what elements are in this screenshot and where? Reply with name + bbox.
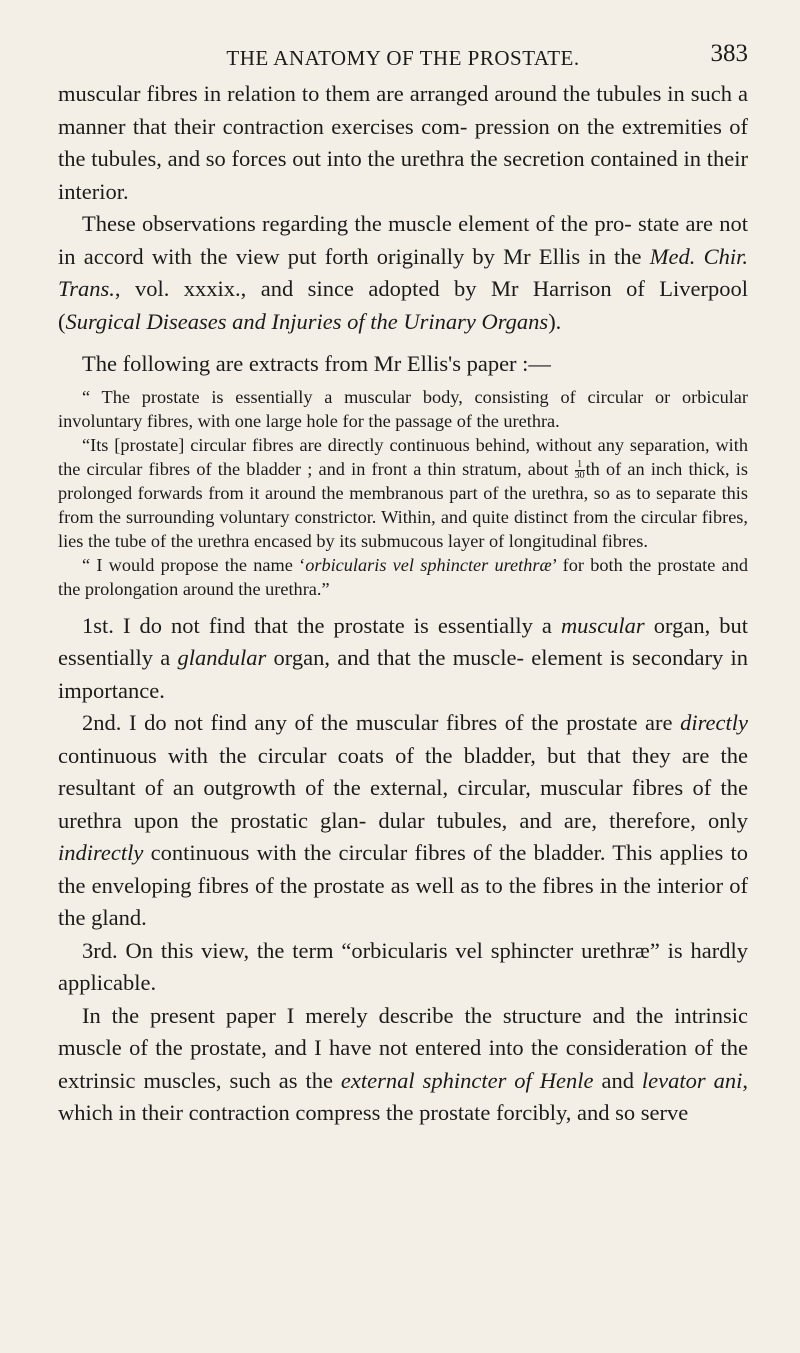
- paragraph-first-point: 1st. I do not find that the prostate is essentially a muscular organ, but essentially a glandular organ, and that the muscle- element is secondary in importance.: [58, 612, 749, 703]
- paragraph-present-paper: In the present paper I merely describe the structure and the intrinsic muscle of the prostate, and I have not entered into the consideration of the extrinsic muscles, such as the external sphincter of Henle and levator ani, which in their contraction compress the prostate forcibly, and so serve: [58, 1002, 748, 1126]
- running-title: THE ANATOMY OF THE PROSTATE.: [226, 46, 580, 70]
- paragraph-third-point: 3rd. On this view, the term “orbicularis vel sphincter urethræ” is hardly applicable.: [58, 937, 748, 996]
- paragraph-observations: These observations regarding the muscle element of the pro- state are not in accord with the view put forth originally by Mr Ellis in the Med. Chir. Trans., vol. xxxix., and since adopted by Mr Harrison of Liverpool (Surgical Diseases and Injuries of the Urinary Organs).: [58, 211, 748, 334]
- quote-paragraph-1: “ The prostate is essentially a muscular body, consisting of circular or orbicular involuntary fibres, with one large hole for the passage of the urethra.: [58, 386, 748, 431]
- quote-paragraph-2: “Its [prostate] circular fibres are directly continuous behind, without any separation, with the circular fibres of the bladder ; and in front a thin stratum, about $\frac{1}{30}$ th of an inch thick, is prolonged forwards from it around the membranous part of the urethra, so as to separate this from the surrounding voluntary constrictor. Within, and quite distinct from the circular fibres, lies the tube of the urethra encased by its submucous layer of longitudinal fibres.: [58, 434, 748, 552]
- journal-title: Med. Chir. Trans.: [58, 243, 748, 301]
- paragraph-extracts-intro: The following are extracts from Mr Ellis's paper :—: [82, 351, 551, 376]
- paragraph-continued: muscular fibres in relation to them are arranged around the tubules in such a manner that their contraction exercises com- pression on the extremities of the tubules, and so forces out into the urethra the secretion contained in their interior.: [58, 81, 748, 204]
- quote-paragraph-3: “ I would propose the name ‘orbicularis vel sphincter urethræ’ for both the prostate and the prolongation around the urethra.”: [58, 555, 749, 600]
- book-title: Surgical Diseases and Injuries of the Urinary Organs: [65, 308, 549, 334]
- paragraph-second-point: 2nd. I do not find any of the muscular fibres of the prostate are directly continuous with the circular coats of the bladder, but that they are the resultant of an outgrowth of the external, circular, muscular fibres of the urethra upon the prostatic glan- dular tubules, and are, therefore, only indirectly continuous with the circular fibres of the bladder. This applies to the enveloping fibres of the prostate as well as to the fibres in the interior of the gland.: [58, 710, 748, 931]
- page-number: 383: [710, 40, 748, 67]
- running-head: [58, 0, 748, 78]
- fraction: $\frac{1}{30}$: [574, 459, 585, 482]
